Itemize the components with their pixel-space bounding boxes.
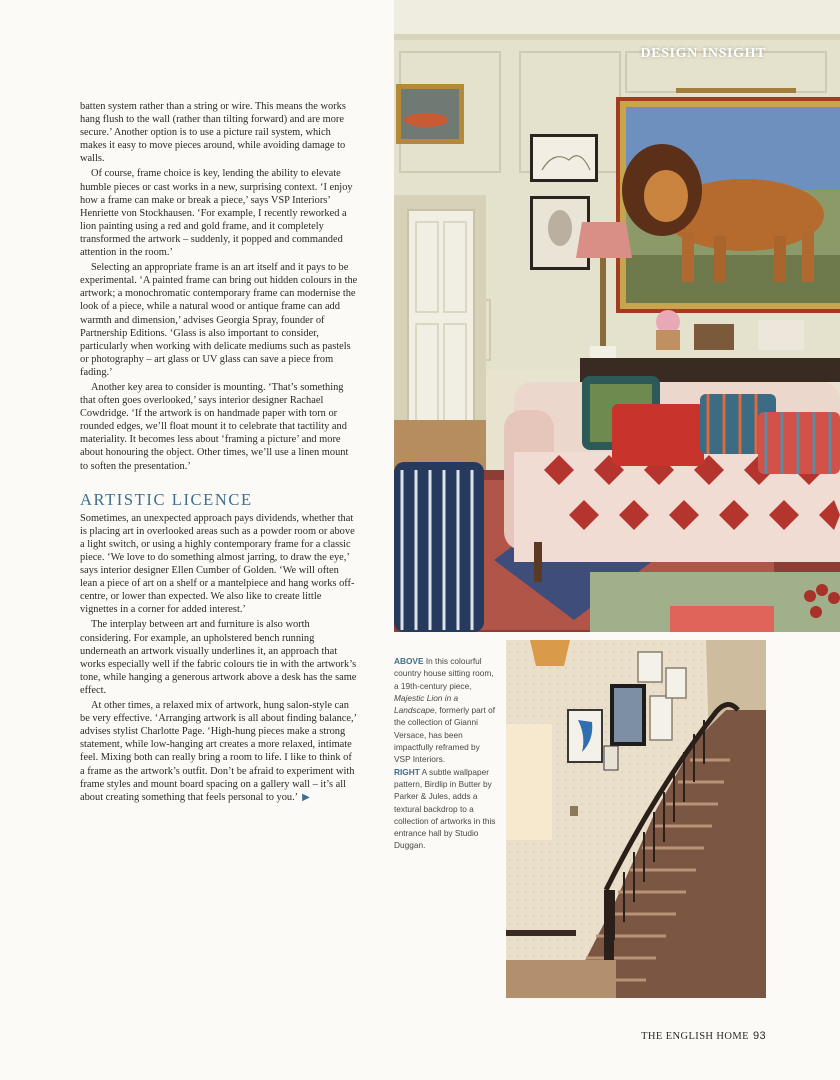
article-body bbox=[80, 100, 358, 806]
caption-above-text: In this colourful country house sitting room, a 19th-century piece, bbox=[394, 656, 494, 691]
caption-right bbox=[394, 766, 496, 852]
sitting-room-illustration bbox=[394, 0, 840, 632]
caption-above-label: ABOVE bbox=[394, 656, 424, 666]
body-paragraph-text: At other times, a relaxed mix of artwork, hung salon-style can be very effective. ‘Arranging artwork is all about finding balance,’ advises stylist Charlotte Page. ‘High-hung pieces make a strong statement, while low-hanging art creates a more relaxed, intimate feel. Mixing both can really bring a room to life. I like to think of a frame as the artwork’s outfit. Don’t be afraid to experiment with frame styles and mount board spacing on a gallery wall – it’s all about creating something that feels personal to you.’ bbox=[80, 700, 357, 803]
body-paragraph: batten system rather than a string or wire. This means the works hang flush to the wall (rather than tilting forward) and are more secure.’ Another option is to use a picture rail system, which makes it easy to move pieces around, while avoiding damage to walls. bbox=[80, 101, 346, 165]
body-paragraph bbox=[80, 699, 358, 804]
sitting-room-photo bbox=[394, 0, 840, 632]
body-paragraph: The interplay between art and furniture is also worth considering. For example, an upholstered bench running underneath an artwork visually underlines it, an approach that works especially well if the fabric colours tie in with the artwork’s tone, while hanging a generous artwork above a desk has the same effect. bbox=[80, 619, 357, 696]
body-paragraph: Of course, frame choice is key, lending the ability to elevate humble pieces or cast works in a new, surprising context. ‘I enjoy how a frame can make or break a piece,’ says VSP Interiors’ Henriette von Stockhausen. ‘For example, I recently reworked a lion painting using a red and gold frame, and it completely transformed the artwork – suddenly, it popped and commanded attention in the room.’ bbox=[80, 168, 353, 259]
staircase-illustration bbox=[506, 640, 766, 998]
page-footer bbox=[641, 1030, 766, 1042]
end-mark-icon: ▶ bbox=[302, 791, 310, 803]
caption-right-text: A subtle wallpaper pattern, Birdlip in Butter by Parker & Jules, adds a textural backdrop to a collection of artworks in this entrance hall by Studio Duggan. bbox=[394, 766, 496, 851]
caption-right-label: RIGHT bbox=[394, 766, 420, 777]
section-label: DESIGN INSIGHT bbox=[640, 46, 766, 61]
body-paragraph: Another key area to consider is mounting. ‘That’s something that often goes overlooked,’ says interior designer Rachael Cowdridge. ‘If the artwork is on handmade paper with torn or rounded edges, we’ll float mount it to celebrate that tactility and materiality. It becomes less about ‘framing a picture’ and more about honouring the object. Other times, we’ll use a linen mount to soften the presentation.’ bbox=[80, 381, 349, 472]
photo-caption bbox=[394, 655, 496, 852]
body-paragraph: Sometimes, an unexpected approach pays dividends, whether that is placing art in overlooked areas such as a powder room or above a light switch, or using a highly contemporary frame for a classic piece. ‘We love to do something almost jarring, to draw the eye,’ says interior designer Ellen Cumber of Golden. ‘We will often lean a piece of art on a shelf or a mantelpiece and hang works off-centre, or lower than expected. We also like to create little vignettes in a corner for added interest.’ bbox=[80, 512, 355, 616]
caption-above bbox=[394, 655, 496, 766]
body-paragraph: Selecting an appropriate frame is an art itself and it pays to be experimental. ‘A painted frame can bring out hidden colours in the artwork; a monochromatic contemporary frame can modernise the look of a piece, while a natural wood or antique frame can add warmth and dimension,’ advises Georgia Spray, founder of Partnership Editions. ‘Glass is also important to consider, particularly when working with delicate mediums such as pastels or photography – art glass or UV glass can save a piece from fading.’ bbox=[80, 262, 358, 378]
page-number: 93 bbox=[752, 1030, 766, 1042]
magazine-name: THE ENGLISH HOME bbox=[641, 1031, 749, 1042]
caption-above-text-end: , formerly part of the collection of Gianni Versace, has been impactfully reframed by VSP Interiors. bbox=[394, 705, 496, 765]
caption-artwork-title: Majestic Lion in a Landscape bbox=[394, 692, 459, 716]
section-heading: ARTISTIC LICENCE bbox=[80, 489, 253, 509]
staircase-photo bbox=[506, 640, 766, 998]
